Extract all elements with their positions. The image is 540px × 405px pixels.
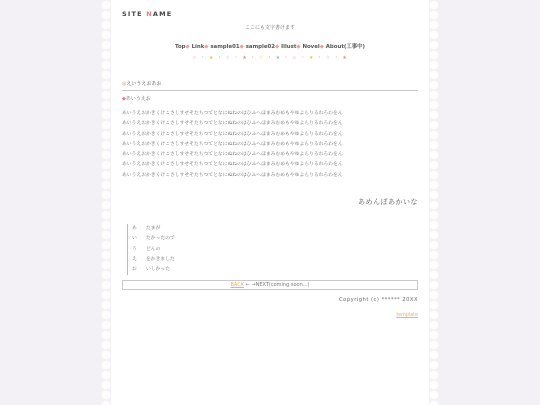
star-icon: ☆ [258, 55, 265, 61]
tagline: ここにも文字書けます [244, 25, 295, 31]
diamond-icon: ◆ [122, 96, 126, 102]
star-icon: ★ [208, 55, 215, 61]
left-scalloped-edge [101, 0, 111, 405]
main-nav [111, 42, 429, 50]
text-line: あいうえおかきくけこさしすせそたちつてとなにぬねのはひふへほまみむめもやゆよらりるれろわをん [122, 121, 343, 127]
star-icon: ☆ [325, 55, 332, 61]
star-icon: ☆ [225, 55, 232, 61]
nav-separator-icon: ◆ [204, 44, 209, 50]
back-link[interactable]: BACK [230, 282, 245, 288]
nav-link-sample01[interactable]: sample01 [210, 44, 240, 50]
next-link: →NEXT(coming soon...) [251, 282, 310, 288]
nav-link-about[interactable]: About(工事中) [325, 44, 365, 50]
text-line: あいうえおかきくけこさしすせそたちつてとなにぬねのはひふへほまみむめもやゆよらりるれろわをん [122, 172, 343, 178]
list-item: あ たまが [132, 226, 161, 231]
star-icon: ★ [342, 55, 348, 61]
nav-separator-icon: ◆ [185, 44, 190, 50]
nav-separator-icon: ◆ [239, 44, 244, 50]
text-line: あいうえおかきくけこさしすせそたちつてとなにぬねのはひふへほまみむめもやゆよらりるれろわをん [122, 152, 343, 158]
copyright: Copyright (c) ****** 20XX [339, 297, 418, 303]
nav-separator-icon: ◆ [275, 44, 280, 50]
section-title: ◎えいうえおあお [122, 80, 418, 91]
nav-link-link[interactable]: Link [191, 44, 205, 50]
list-item: う どんの [132, 246, 161, 252]
nav-separator-icon: ◆ [319, 44, 324, 50]
site-name[interactable]: SITE NAME [122, 10, 173, 18]
text-line: あいうえおかきくけこさしすせそたちつてとなにぬねのはひふへほまみむめもやゆよらりるれろわをん [122, 162, 343, 168]
nav-link-sample02[interactable]: sample02 [245, 44, 276, 50]
body-text [122, 109, 343, 181]
star-icon: ★ [308, 55, 315, 61]
page-paper [111, 0, 429, 405]
decorative-star-row: ☆ ・ ★ ・ ☆ ・ ★ ・ ☆ ・ ★ ・ ☆ ・ ★ ・ ☆ ・ ★ [192, 55, 348, 61]
circle-mark-icon: ◎ [122, 81, 127, 87]
star-icon: ☆ [292, 55, 298, 61]
list-item: え をかきました [132, 256, 175, 262]
nav-link-top[interactable]: Top [175, 44, 186, 50]
definition-list [127, 224, 175, 275]
right-scalloped-edge [429, 0, 439, 405]
pager: BACK ← →NEXT(coming soon...) [122, 280, 418, 290]
text-line: あいうえおかきくけこさしすせそたちつてとなにぬねのはひふへほまみむめもやゆよらりるれろわをん [122, 131, 343, 137]
nav-link-illust[interactable]: Illust [281, 44, 297, 50]
star-icon: ☆ [192, 55, 198, 61]
template-credit-link[interactable]: template [396, 313, 418, 318]
star-icon: ★ [242, 55, 248, 61]
nav-link-novel[interactable]: Novel [302, 44, 320, 50]
text-line: あいうえおかきくけこさしすせそたちつてとなにぬねのはひふへほまみむめもやゆよらりるれろわをん [122, 141, 343, 147]
list-item: お いしかった [132, 267, 170, 273]
list-item: い たかったので [132, 236, 175, 242]
text-line: あいうえおかきくけこさしすせそたちつてとなにぬねのはひふへほまみむめもやゆよらりるれろわをん [122, 111, 343, 116]
sub-heading: あめんぼあかいな [358, 198, 418, 206]
nav-separator-icon: ◆ [296, 44, 301, 50]
subsection-title: ◆あいうえお [122, 96, 151, 102]
star-icon: ★ [275, 55, 282, 61]
